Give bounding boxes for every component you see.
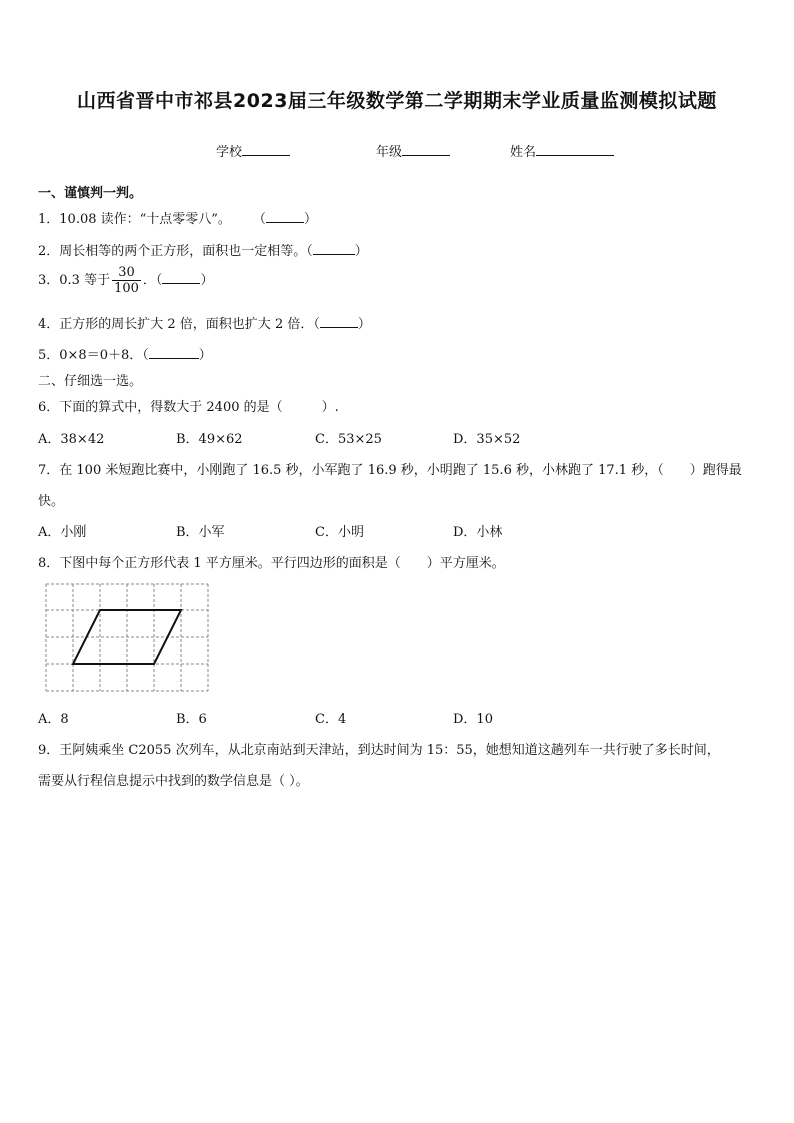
paren-close: ）: [354, 244, 368, 259]
option-a[interactable]: A．8: [38, 712, 69, 727]
option-a[interactable]: A．38×42: [38, 432, 105, 447]
school-label: 学校: [216, 145, 243, 160]
question-7-line-1: 7．在 100 米短跑比赛中，小刚跑了 16.5 秒，小军跑了 16.9 秒，小明跑了 15.6 秒，小林跑了 17.1 秒，（ ）跑得最: [38, 463, 742, 478]
option-b[interactable]: B．49×62: [176, 432, 243, 447]
fraction: [112, 265, 141, 296]
question-7-line-2: 快。: [38, 494, 65, 509]
option-c[interactable]: C．53×25: [315, 432, 382, 447]
paren-open: （: [142, 348, 149, 363]
question-8-text: 8．下图中每个正方形代表 1 平方厘米。平行四边形的面积是（ ）平方厘米。: [38, 556, 505, 571]
question-4-text: 4．正方形的周长扩大 2 倍，面积也扩大 2 倍．: [38, 317, 314, 332]
paren-open: （: [306, 244, 313, 259]
answer-blank-5[interactable]: [149, 346, 199, 359]
option-d[interactable]: D．10: [453, 712, 493, 727]
fraction-denominator: 100: [114, 281, 139, 296]
name-field[interactable]: [510, 141, 614, 160]
question-5-text: 5．0×8＝0＋8．: [38, 348, 143, 363]
option-b[interactable]: B．6: [176, 712, 207, 727]
answer-blank-4[interactable]: [320, 315, 358, 328]
answer-blank-3[interactable]: [162, 271, 200, 284]
question-5: [38, 344, 212, 363]
option-d[interactable]: D．35×52: [453, 432, 521, 447]
question-9-line-2: 需要从行程信息提示中找到的数学信息是（ ）。: [38, 774, 309, 789]
paren-open: （: [155, 273, 163, 288]
paren-close: ）: [200, 273, 214, 288]
grade-blank[interactable]: [402, 143, 450, 156]
parallelogram-grid-figure: [44, 582, 212, 696]
option-d[interactable]: D．小林: [453, 525, 503, 540]
grade-field[interactable]: [376, 141, 450, 160]
question-1: [38, 208, 317, 227]
question-1-text: 1．10.08 读作：“十点零零八”。: [38, 212, 231, 227]
question-2-text: 2．周长相等的两个正方形，面积也一定相等。: [38, 244, 307, 259]
paren-open: （: [313, 317, 320, 332]
question-3-prefix: 3．0.3 等于: [38, 273, 111, 288]
question-9-line-1: 9．王阿姨乘坐 C2055 次列车，从北京南站到天津站，到达时间为 15：55，她想知道这趟列车一共行驶了多长时间，: [38, 743, 720, 758]
paren-close: ）: [198, 348, 212, 363]
option-a[interactable]: A．小刚: [38, 525, 87, 540]
school-field[interactable]: [216, 141, 290, 160]
question-6-text: 6．下面的算式中，得数大于 2400 的是（ ）.: [38, 400, 339, 415]
grade-label: 年级: [376, 145, 403, 160]
option-c[interactable]: C．4: [315, 712, 347, 727]
option-b[interactable]: B．小军: [176, 525, 225, 540]
question-3: [38, 265, 213, 296]
section-1-heading: 一、谨慎判一判。: [38, 186, 143, 201]
paren-close: ）: [303, 212, 317, 227]
answer-blank-2[interactable]: [313, 242, 355, 255]
grid-lines: [46, 584, 208, 691]
school-blank[interactable]: [242, 143, 290, 156]
page-title: 山西省晋中市祁县2023届三年级数学第二学期期末学业质量监测模拟试题: [77, 90, 717, 112]
name-label: 姓名: [510, 145, 537, 160]
question-3-suffix: ．: [142, 273, 156, 288]
answer-blank-1[interactable]: [266, 210, 304, 223]
section-2-heading: 二、仔细选一选。: [38, 374, 143, 389]
name-blank[interactable]: [536, 143, 614, 156]
paren-open: （: [252, 212, 266, 227]
paren-close: ）: [357, 317, 371, 332]
question-4: [38, 313, 371, 332]
fraction-numerator: 30: [118, 265, 135, 280]
option-c[interactable]: C．小明: [315, 525, 364, 540]
question-2: [38, 240, 368, 259]
